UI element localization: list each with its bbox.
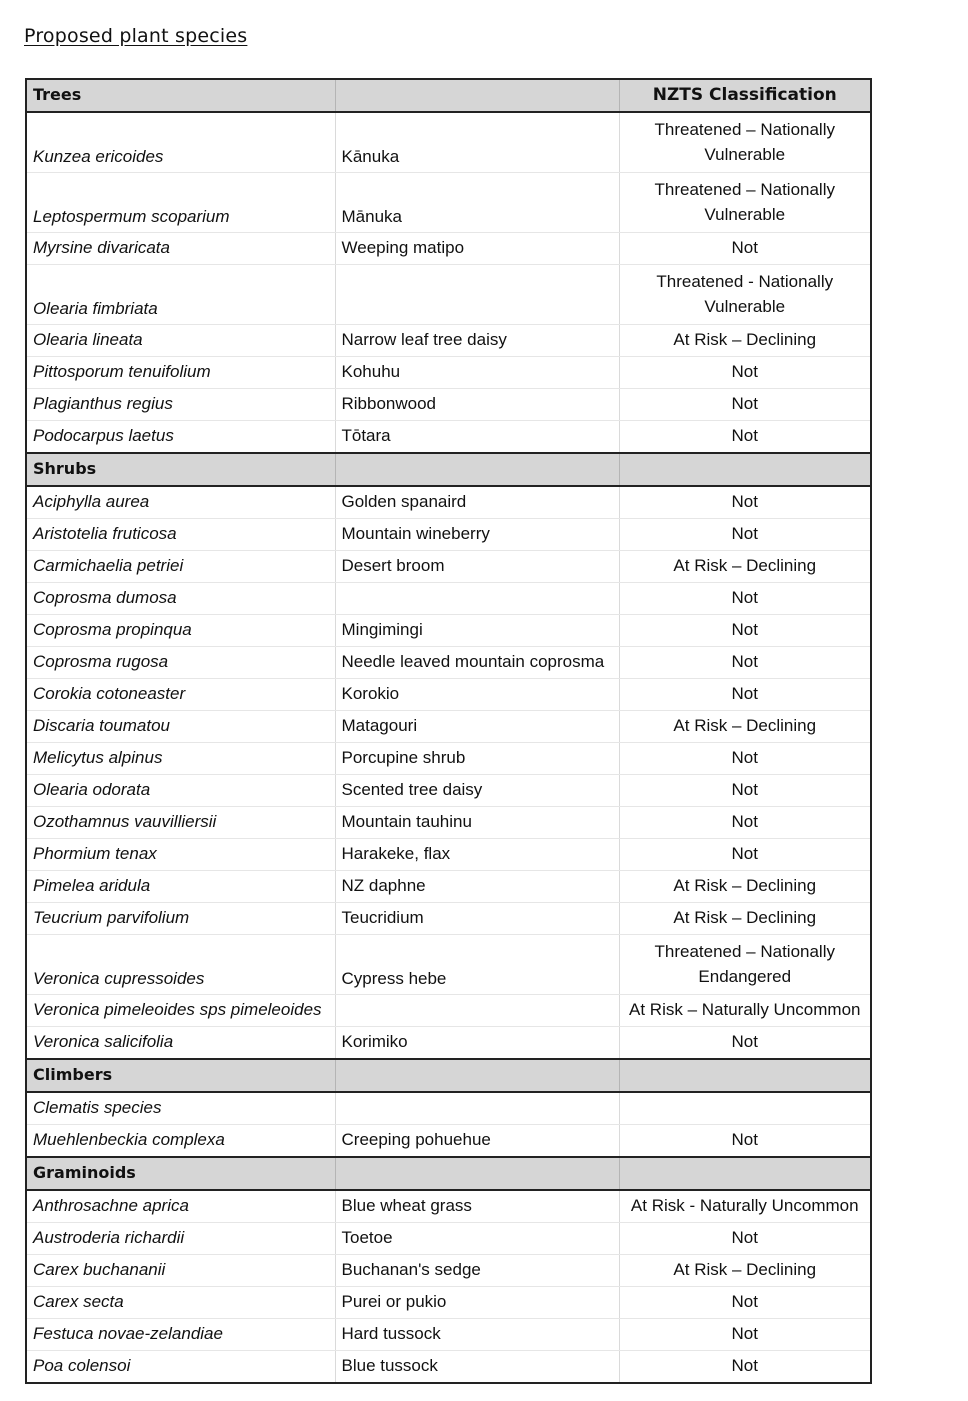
scientific-name: Leptospermum scoparium [26,173,335,233]
common-name: Mingimingi [335,615,619,647]
scientific-name: Myrsine divaricata [26,233,335,265]
group-name: Trees [26,79,335,112]
nzts-classification: Not [619,743,871,775]
common-name: Ribbonwood [335,389,619,421]
scientific-name: Ozothamnus vauvilliersii [26,807,335,839]
scientific-name: Plagianthus regius [26,389,335,421]
nzts-classification: Not [619,679,871,711]
table-row [26,1351,871,1384]
table-row [26,1255,871,1287]
common-name: Buchanan's sedge [335,1255,619,1287]
scientific-name: Olearia fimbriata [26,265,335,325]
nzts-classification: At Risk – Naturally Uncommon [619,995,871,1027]
scientific-name: Carex buchananii [26,1255,335,1287]
table-row [26,1223,871,1255]
common-name: Cypress hebe [335,935,619,995]
table-row [26,519,871,551]
table-row [26,935,871,995]
nzts-classification: Not [619,583,871,615]
table-row [26,265,871,325]
nzts-classification: At Risk – Declining [619,1255,871,1287]
table-row [26,389,871,421]
common-name: Blue tussock [335,1351,619,1384]
table-row [26,1190,871,1223]
table-row [26,357,871,389]
common-name: Porcupine shrub [335,743,619,775]
nzts-classification: At Risk – Declining [619,711,871,743]
scientific-name: Veronica pimeleoides sps pimeleoides [26,995,335,1027]
table-row [26,1125,871,1158]
common-name: Kohuhu [335,357,619,389]
header-empty-cell [335,1157,619,1190]
nzts-classification: Not [619,1125,871,1158]
header-empty-cell [335,1059,619,1092]
nzts-classification: Threatened – Nationally Vulnerable [619,112,871,173]
scientific-name: Olearia lineata [26,325,335,357]
table-row [26,1092,871,1125]
group-header-trees [26,79,871,112]
nzts-classification: At Risk – Declining [619,903,871,935]
table-row [26,325,871,357]
common-name: Teucridium [335,903,619,935]
table-row [26,112,871,173]
table-row [26,173,871,233]
nzts-classification: Not [619,839,871,871]
table-row [26,995,871,1027]
scientific-name: Coprosma dumosa [26,583,335,615]
classification-header [619,1059,871,1092]
page-title: Proposed plant species [24,25,248,47]
scientific-name: Festuca novae-zelandiae [26,1319,335,1351]
classification-header [619,1157,871,1190]
table-row [26,1027,871,1060]
common-name: Korimiko [335,1027,619,1060]
table-row [26,743,871,775]
common-name: Blue wheat grass [335,1190,619,1223]
common-name: Creeping pohuehue [335,1125,619,1158]
common-name: Desert broom [335,551,619,583]
nzts-classification: Not [619,1223,871,1255]
table-row [26,583,871,615]
table-row [26,647,871,679]
nzts-classification: At Risk - Naturally Uncommon [619,1190,871,1223]
scientific-name: Olearia odorata [26,775,335,807]
table-row [26,679,871,711]
scientific-name: Carmichaelia petriei [26,551,335,583]
common-name: Weeping matipo [335,233,619,265]
nzts-classification: Not [619,233,871,265]
scientific-name: Muehlenbeckia complexa [26,1125,335,1158]
table-row [26,421,871,454]
scientific-name: Teucrium parvifolium [26,903,335,935]
table-row [26,233,871,265]
scientific-name: Veronica cupressoides [26,935,335,995]
nzts-classification: Threatened - Nationally Vulnerable [619,265,871,325]
nzts-classification: Threatened – Nationally Endangered [619,935,871,995]
nzts-classification: Not [619,1027,871,1060]
common-name [335,1092,619,1125]
scientific-name: Austroderia richardii [26,1223,335,1255]
common-name: Tōtara [335,421,619,454]
group-name: Shrubs [26,453,335,486]
scientific-name: Anthrosachne aprica [26,1190,335,1223]
scientific-name: Podocarpus laetus [26,421,335,454]
table-row [26,839,871,871]
common-name: Mountain tauhinu [335,807,619,839]
group-name: Climbers [26,1059,335,1092]
table-row [26,551,871,583]
nzts-classification: Not [619,519,871,551]
scientific-name: Coprosma rugosa [26,647,335,679]
nzts-classification: Not [619,807,871,839]
common-name: Golden spanaird [335,486,619,519]
classification-header: NZTS Classification [619,79,871,112]
nzts-classification: Not [619,421,871,454]
table-row [26,775,871,807]
common-name: Mountain wineberry [335,519,619,551]
scientific-name: Melicytus alpinus [26,743,335,775]
nzts-classification: Not [619,486,871,519]
scientific-name: Aristotelia fruticosa [26,519,335,551]
common-name: Matagouri [335,711,619,743]
scientific-name: Kunzea ericoides [26,112,335,173]
nzts-classification: Not [619,647,871,679]
nzts-classification: At Risk – Declining [619,325,871,357]
table-row [26,1287,871,1319]
group-header-climbers [26,1059,871,1092]
table-row [26,903,871,935]
common-name: Hard tussock [335,1319,619,1351]
group-name: Graminoids [26,1157,335,1190]
common-name [335,265,619,325]
table-row [26,807,871,839]
scientific-name: Poa colensoi [26,1351,335,1384]
group-header-graminoids [26,1157,871,1190]
scientific-name: Pittosporum tenuifolium [26,357,335,389]
nzts-classification: At Risk – Declining [619,551,871,583]
common-name: Mānuka [335,173,619,233]
header-empty-cell [335,79,619,112]
nzts-classification: Not [619,1319,871,1351]
common-name: Kānuka [335,112,619,173]
nzts-classification: Not [619,357,871,389]
scientific-name: Aciphylla aurea [26,486,335,519]
common-name: Purei or pukio [335,1287,619,1319]
scientific-name: Veronica salicifolia [26,1027,335,1060]
table-row [26,1319,871,1351]
table-row [26,486,871,519]
table-row [26,871,871,903]
classification-header [619,453,871,486]
common-name: Needle leaved mountain coprosma [335,647,619,679]
common-name [335,995,619,1027]
scientific-name: Coprosma propinqua [26,615,335,647]
common-name: Harakeke, flax [335,839,619,871]
scientific-name: Pimelea aridula [26,871,335,903]
table-row [26,711,871,743]
nzts-classification [619,1092,871,1125]
common-name: NZ daphne [335,871,619,903]
common-name: Scented tree daisy [335,775,619,807]
nzts-classification: Not [731,1356,758,1376]
group-header-shrubs [26,453,871,486]
scientific-name: Discaria toumatou [26,711,335,743]
scientific-name: Phormium tenax [26,839,335,871]
table-row [26,615,871,647]
nzts-classification: At Risk – Declining [619,871,871,903]
header-empty-cell [335,453,619,486]
species-table [25,78,872,1384]
nzts-classification: Not [619,1287,871,1319]
scientific-name: Corokia cotoneaster [26,679,335,711]
nzts-classification: Not [619,775,871,807]
scientific-name: Clematis species [26,1092,335,1125]
nzts-classification: Not [619,389,871,421]
scientific-name: Carex secta [26,1287,335,1319]
common-name: Korokio [335,679,619,711]
common-name: Toetoe [335,1223,619,1255]
nzts-classification: Not [619,615,871,647]
common-name [335,583,619,615]
common-name: Narrow leaf tree daisy [335,325,619,357]
nzts-classification: Threatened – Nationally Vulnerable [619,173,871,233]
